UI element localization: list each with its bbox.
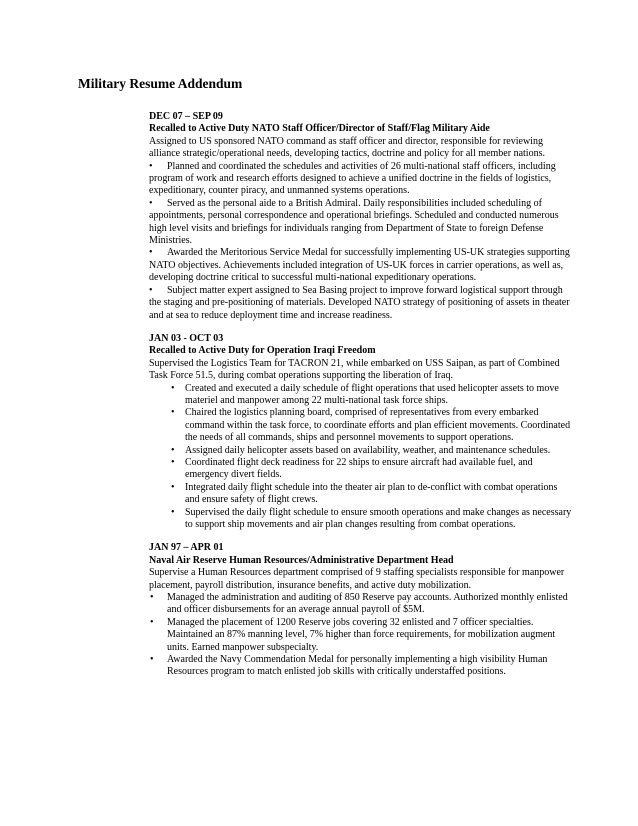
bullet-item: • Planned and coordinated the schedules and activities of 26 multi-national staff officers, including program of work and research efforts designed to achieve a unified doctrine in the fields of logistics, expeditionary, counter piracy, and unmanned systems operations. — [149, 161, 574, 198]
bullet-list — [149, 383, 574, 532]
section-heading: Naval Air Reserve Human Resources/Administrative Department Head — [149, 554, 454, 566]
bullet-item: • Awarded the Navy Commendation Medal for personally implementing a high visibility Human Resources program to match enlisted job skills with critically understaffed positions. — [149, 654, 574, 679]
section-heading: Recalled to Active Duty NATO Staff Officer/Director of Staff/Flag Military Aide — [149, 123, 490, 135]
experience-section — [149, 333, 574, 532]
section-date: JAN 03 - OCT 03 — [149, 332, 224, 344]
bullet-item: • Integrated daily flight schedule into the theater air plan to de-conflict with combat operations and ensure safety of flight crews. — [149, 482, 574, 507]
section-date: JAN 97 – APR 01 — [149, 542, 224, 554]
section-heading: Recalled to Active Duty for Operation Iraqi Freedom — [149, 345, 376, 357]
bullet-list — [149, 592, 574, 679]
document-title: Military Resume Addendum — [78, 76, 243, 91]
bullet-item: • Chaired the logistics planning board, comprised of representatives from every embarked command within the task force, to coordinate efforts and plan efficient movements. Coordinated the needs of all commands, ships and personnel movements to support operations. — [149, 407, 574, 444]
bullet-item: • Awarded the Meritorious Service Medal for successfully implementing US-UK strategies supporting NATO objectives. Achievements included integration of US-UK forces in carrier operations, as well as, developing doctrine critical to successful multi-national expeditionary operations. — [149, 247, 574, 284]
bullet-list — [149, 161, 574, 322]
experience-section — [149, 111, 574, 322]
experience-section — [149, 542, 574, 678]
bullet-item: • Managed the placement of 1200 Reserve jobs covering 32 enlisted and 7 officer specialties. Maintained an 87% manning level, 7% higher than force requirements, for mobilization augment units. Earned manpower subspecialty. — [149, 617, 574, 654]
bullet-item: • Assigned daily helicopter assets based on availability, weather, and maintenance schedules. — [149, 445, 574, 457]
bullet-item: • Managed the administration and auditing of 850 Reserve pay accounts. Authorized monthly enlisted and officer disbursements for an average annual payroll of $5M. — [149, 592, 574, 617]
bullet-item: • Supervised the daily flight schedule to ensure smooth operations and make changes as necessary to support ship movements and air plan changes resulting from combat operations. — [149, 507, 574, 532]
bullet-item: • Served as the personal aide to a British Admiral. Daily responsibilities included scheduling of appointments, personal correspondence and operational briefings. Scheduled and conducted numerous high level visits and briefings for individuals ranging from Department of State to foreign Defense Ministries. — [149, 198, 574, 248]
section-date: DEC 07 – SEP 09 — [149, 111, 223, 122]
section-intro: Supervised the Logistics Team for TACRON 21, while embarked on USS Saipan, as part of Combined Task Force 51.5, during combat operations supporting the liberation of Iraq. — [149, 357, 560, 382]
section-intro: Supervise a Human Resources department comprised of 9 staffing specialists responsible for manpower placement, payroll distribution, insurance benefits, and active duty mobilization. — [149, 567, 565, 591]
resume-content — [149, 111, 574, 679]
bullet-item: • Subject matter expert assigned to Sea Basing project to improve forward logistical support through the staging and pre-positioning of materials. Developed NATO strategy of positioning of assets in theater and at sea to reduce deployment time and increase readiness. — [149, 285, 574, 322]
bullet-item: • Created and executed a daily schedule of flight operations that used helicopter assets to move materiel and manpower among 22 multi-national task force ships. — [149, 383, 574, 408]
section-intro: Assigned to US sponsored NATO command as staff officer and director, responsible for reviewing alliance strategic/operational needs, developing tactics, doctrine and policy for all member nations. — [149, 135, 545, 160]
bullet-item: • Coordinated flight deck readiness for 22 ships to ensure aircraft had available fuel, and emergency divert fields. — [149, 457, 574, 482]
